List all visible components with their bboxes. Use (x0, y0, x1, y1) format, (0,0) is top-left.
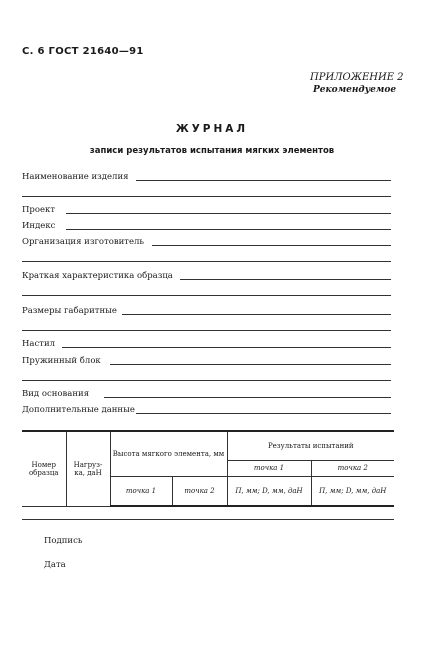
field-line-name-2 (22, 196, 391, 197)
col-header-results: Результаты испытаний (227, 431, 394, 460)
field-line-manufacturer (152, 245, 391, 246)
table-bottom-line (22, 519, 394, 520)
field-line-flooring (62, 347, 391, 348)
field-line-characteristics-2 (22, 295, 391, 296)
field-line-project (66, 213, 391, 214)
field-line-additional (136, 413, 391, 414)
signature-label: Подпись (44, 536, 83, 546)
col-header-result-unit-1: П, мм; D, мм, даН (227, 476, 311, 506)
appendix-status: Рекомендуемое (313, 85, 397, 95)
date-label: Дата (44, 560, 66, 570)
field-line-characteristics (180, 279, 391, 280)
page-header: С. 6 ГОСТ 21640—91 (22, 46, 144, 57)
field-line-dimensions (122, 314, 391, 315)
field-label-flooring: Настил (22, 339, 56, 349)
appendix-label: ПРИЛОЖЕНИЕ 2 (310, 72, 404, 83)
col-header-result-point-1: точка 1 (227, 460, 311, 476)
col-header-load: Нагруз-ка, даН (66, 431, 110, 506)
field-line-spring-block-2 (22, 380, 391, 381)
field-label-name: Наименование изделия (22, 172, 129, 182)
field-line-manufacturer-2 (22, 261, 391, 262)
col-header-height-point-2: точка 2 (172, 476, 227, 506)
field-line-base-type (104, 397, 391, 398)
col-header-result-unit-2: П, мм; D, мм, даН (311, 476, 394, 506)
journal-subtitle: записи результатов испытания мягких элементов (89, 146, 335, 156)
col-header-sample: Номер образца (22, 431, 66, 506)
field-label-index: Индекс (22, 221, 56, 231)
col-header-height: Высота мягкого элемента, мм (110, 431, 227, 476)
col-header-result-point-2: точка 2 (311, 460, 394, 476)
field-label-spring-block: Пружинный блок (22, 356, 101, 366)
field-line-index (66, 229, 391, 230)
field-label-characteristics: Краткая характеристика образца (22, 271, 173, 281)
field-line-spring-block (110, 364, 391, 365)
results-table (22, 430, 394, 507)
journal-title: ЖУРНАЛ (175, 123, 249, 135)
col-header-height-point-1: точка 1 (110, 476, 172, 506)
field-label-manufacturer: Организация изготовитель (22, 237, 145, 247)
field-line-dimensions-2 (22, 330, 391, 331)
field-label-dimensions: Размеры габаритные (22, 306, 117, 316)
field-label-project: Проект (22, 205, 56, 215)
field-line-name (136, 180, 391, 181)
field-label-additional: Дополнительные данные (22, 405, 135, 415)
field-label-base-type: Вид основания (22, 389, 90, 399)
